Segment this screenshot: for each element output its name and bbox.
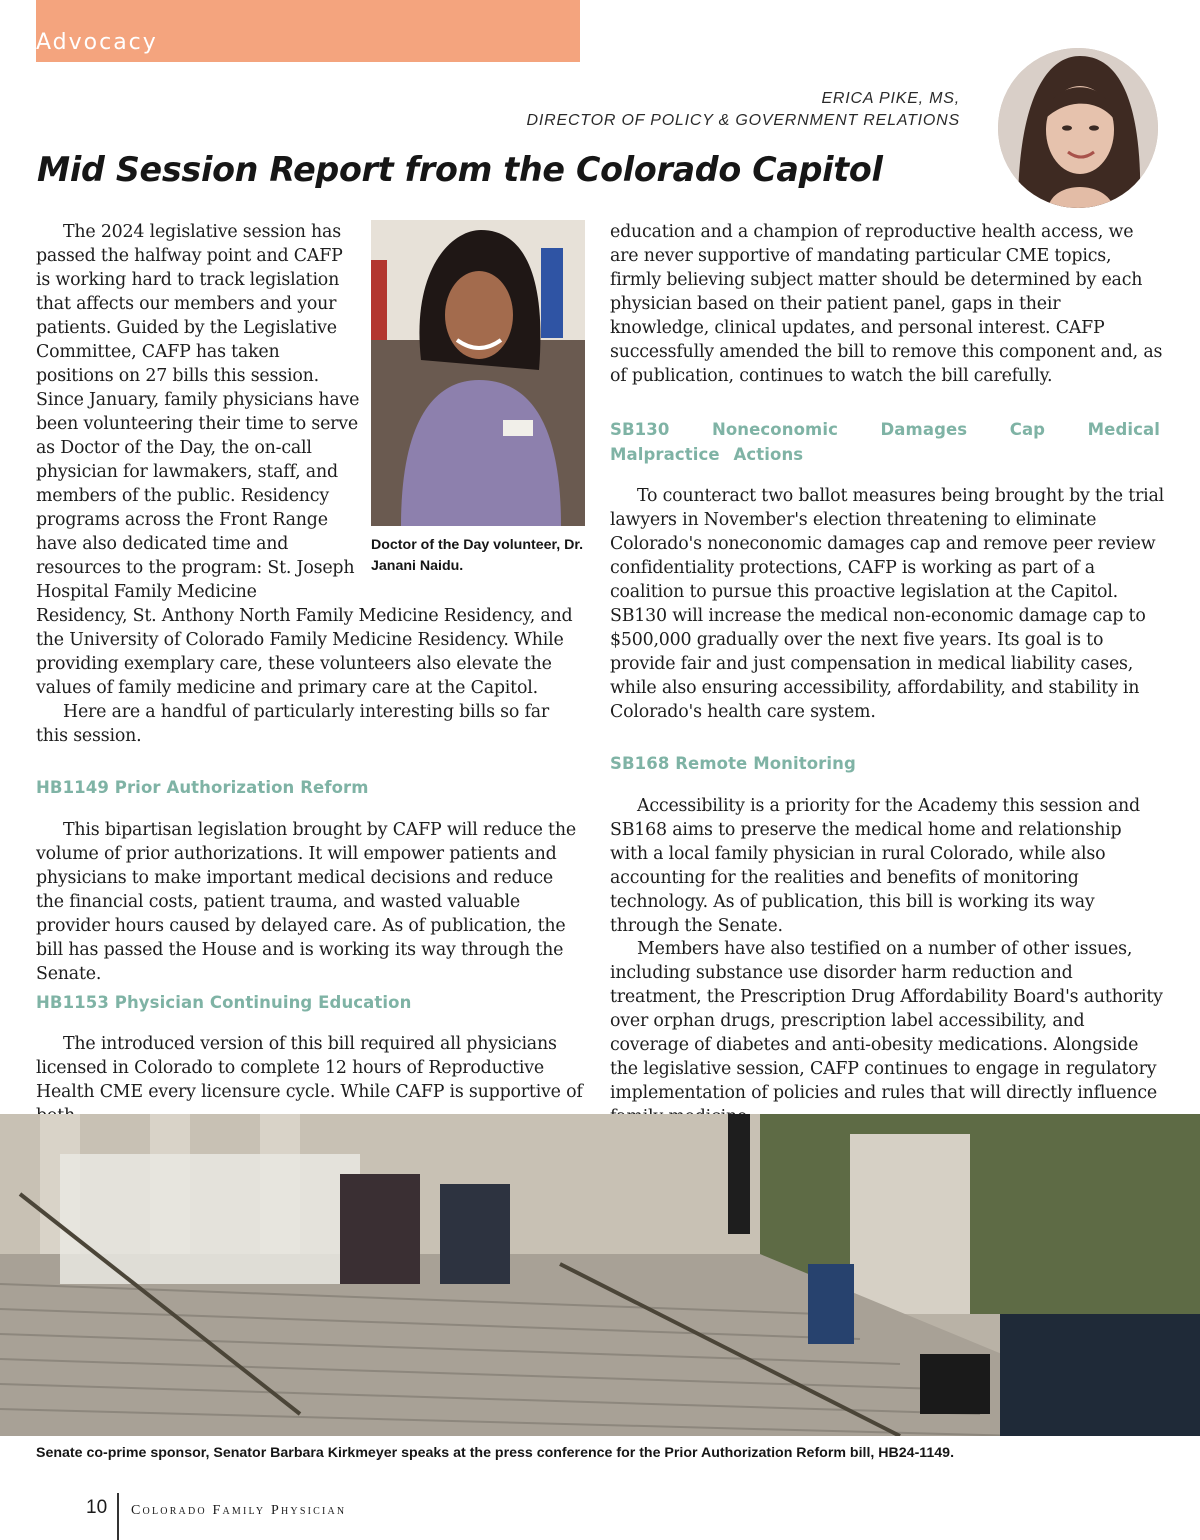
intro-paragraph-continued: Residency, St. Anthony North Family Medicine Residency, and the University of Colorado Family Medicine Residency. While providing exemplary care, these volunteers also elevate the values of family medicine and primary care at the Capitol. — [36, 606, 573, 698]
hb1153-paragraph: The introduced version of this bill required all physicians licensed in Colorado to complete 12 hours of Reproductive Health CME every licensure cycle. While CAFP is supportive of — [36, 1034, 583, 1102]
sb130-paragraph: To counteract two ballot measures being brought by the trial lawyers in November's election threatening to eliminate Colorado's noneconomic damages cap and remove peer review confidentiality protections, CAFP is working as part of a coalition to pursue this proactive legislation at the Capitol. SB130 will increase the medical non-economic damage cap to $500,000 gradually over the next five years. Its goal is to provide fair and just compensation in medical liability cases, while also ensuring accessibility, affordability, and stability in Colorado's health care system. — [610, 486, 1164, 722]
sb130-heading: SB130 Noneconomic Damages Cap Medical Malpractice Actions — [610, 420, 1160, 464]
hb1153-paragraph-continued: education and a champion of reproductive health access, we are never supportive of mandating particular CME topics, firmly believing subject matter should be determined by each physician based on their patient panel, gaps in their knowledge, clinical updates, and personal interest. CAFP successfully amended the bill to remove this component and, as of publication, continues to watch the bill carefully. — [610, 222, 1163, 386]
closing-section — [610, 937, 1164, 1129]
magazine-name: Colorado Family Physician — [131, 1503, 347, 1518]
bottom-photo-caption: Senate co-prime sponsor, Senator Barbara Kirkmeyer speaks at the press conference for the Prior Authorization Reform bill, HB24-1149. — [36, 1445, 955, 1461]
author-title: DIRECTOR OF POLICY & GOVERNMENT RELATIONS — [526, 112, 960, 129]
doctor-of-the-day-photo — [371, 220, 585, 526]
hb1149-paragraph: This bipartisan legislation brought by CAFP will reduce the volume of prior authorizations. It will empower patients and physicians to make important medical decisions and reduce the financial costs, patient trauma, and wasted valuable provider hours caused by delayed care. As of publication, the bill has passed the House and is working its way through the Senate. — [36, 820, 576, 984]
author-name: ERICA PIKE, MS, — [821, 90, 960, 107]
section-banner — [36, 0, 580, 62]
hb1149-heading: HB1149 Prior Authorization Reform — [36, 778, 369, 797]
intro-paragraph: The 2024 legislative session has passed the halfway point and CAFP is working hard to track legislation that affects our members and your patients. Guided by the Legislative Committee, CAFP has taken positions on 27 bills this session. Since January, family physicians have been volunteering their time to serve as Doctor of the Day, the on-call physician for lawmakers, staff, and members of the public. Residency programs across the Front Range have also dedicated time and resources to the program: St. Joseph Hospital Family Medicine — [36, 222, 360, 602]
intro-second-paragraph: Here are a handful of particularly interesting bills so far this session. — [36, 702, 550, 746]
sb168-section — [610, 794, 1164, 938]
sb168-heading: SB168 Remote Monitoring — [610, 754, 856, 773]
closing-paragraph: Members have also testified on a number of other issues, including substance use disorder harm reduction and treatment, the Prescription Drug Affordability Board's authority over orphan drugs, prescription label accessibility, and coverage of diabetes and anti-obesity medications. Alongside the legislative session, CAFP continues to engage in regulatory implementation of policies and rules that will directly influence — [610, 939, 1163, 1103]
author-byline — [527, 88, 960, 132]
sb130-section — [610, 484, 1164, 724]
section-label: Advocacy — [36, 30, 158, 55]
inline-photo-caption: Doctor of the Day volunteer, Dr. Janani Naidu. — [371, 537, 584, 574]
right-column-top — [610, 220, 1164, 388]
left-column-intro — [36, 220, 362, 604]
footer-divider — [117, 1493, 119, 1540]
left-column-body — [36, 604, 584, 748]
hb1153-heading: HB1153 Physician Continuing Education — [36, 993, 412, 1012]
author-portrait — [998, 48, 1158, 208]
article-headline: Mid Session Report from the Colorado Capitol — [37, 150, 883, 190]
page-number: 10 — [86, 1497, 108, 1518]
capitol-press-conference-photo — [0, 1114, 1200, 1436]
sb168-paragraph: Accessibility is a priority for the Academy this session and SB168 aims to preserve the medical home and relationship with a local family physician in rural Colorado, while also accounting for the realities and benefits of monitoring technology. As of publication, this bill is working its way through the Senate. — [610, 796, 1140, 936]
hb1149-section — [36, 818, 584, 986]
